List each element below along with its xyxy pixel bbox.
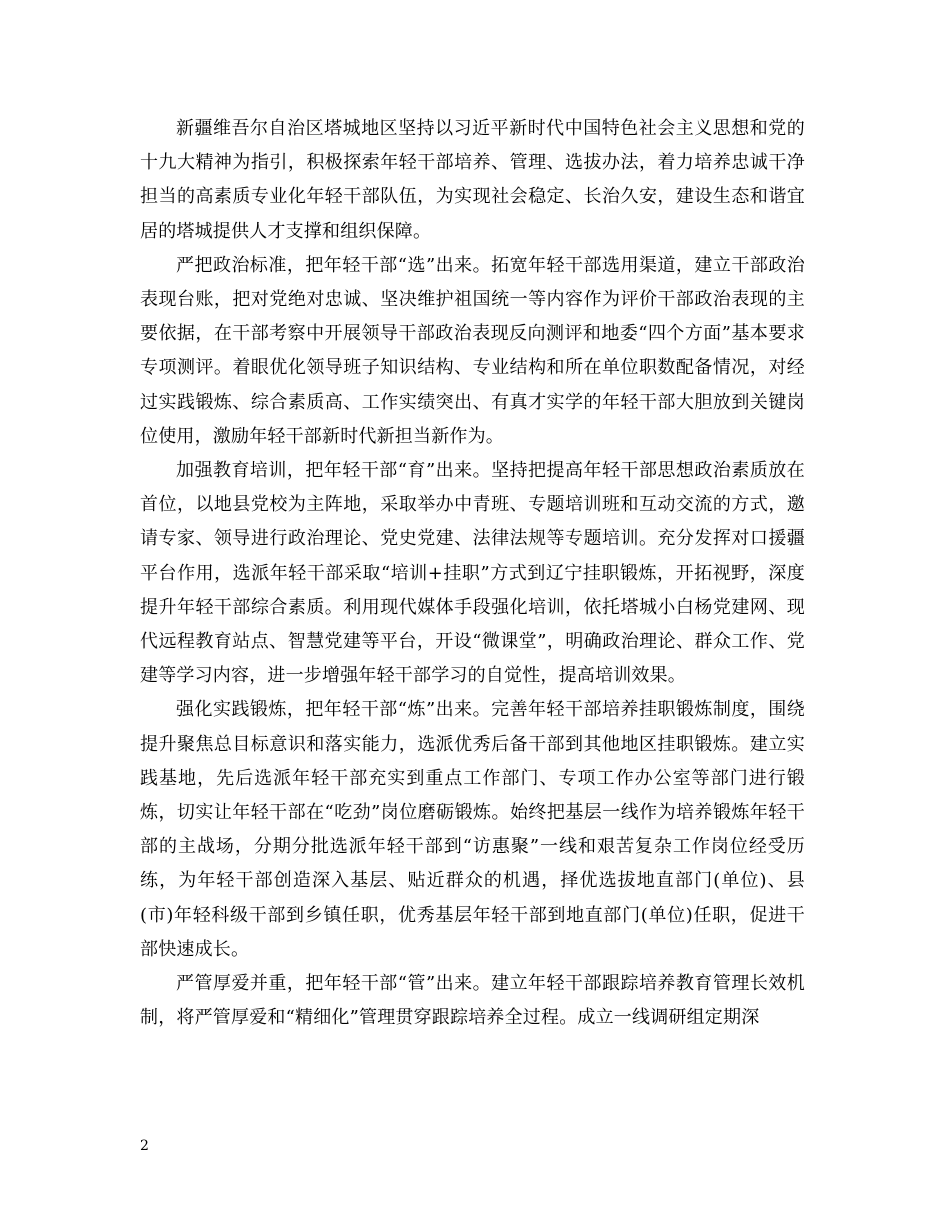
paragraph-train: 加强教育培训，把年轻干部“育”出来。坚持把提高年轻干部思想政治素质放在首位，以地县党校为主阵地，采取举办中青班、专题培训班和互动交流的方式，邀请专家、领导进行政治理论、党史党建、法律法规等专题培训。充分发挥对口援疆平台作用，选派年轻干部采取“培训+挂职”方式到辽宁挂职锻炼，开拓视野，深度提升年轻干部综合素质。利用现代媒体手段强化培训，依托塔城小白杨党建网、现代远程教育站点、智慧党建等平台，开设“微课堂”，明确政治理论、群众工作、党建等学习内容，进一步增强年轻干部学习的自觉性，提高培训效果。 — [140, 460, 805, 687]
paragraph-manage: 严管厚爱并重，把年轻干部“管”出来。建立年轻干部跟踪培养教育管理长效机制，将严管厚爱和“精细化”管理贯穿跟踪培养全过程。成立一线调研组定期深 — [140, 973, 805, 1029]
paragraph-select: 严把政治标准，把年轻干部“选”出来。拓宽年轻干部选用渠道，建立干部政治表现台账，把对党绝对忠诚、坚决维护祖国统一等内容作为评价干部政治表现的主要依据，在干部考察中开展领导干部政治表现反向测评和地委“四个方面”基本要求专项测评。着眼优化领导班子知识结构、专业结构和所在单位职数配备情况，对经过实践锻炼、综合素质高、工作实绩突出、有真才实学的年轻干部大胆放到关键岗位使用，激励年轻干部新时代新担当新作为。 — [140, 254, 805, 447]
page-number: 2 — [140, 1138, 149, 1154]
paragraph-practice: 强化实践锻炼，把年轻干部“炼”出来。完善年轻干部培养挂职锻炼制度，围绕提升聚焦总目标意识和落实能力，选派优秀后备干部到其他地区挂职锻炼。建立实践基地，先后选派年轻干部充实到重点工作部门、专项工作办公室等部门进行锻炼，切实让年轻干部在“吃劲”岗位磨砺锻炼。始终把基层一线作为培养锻炼年轻干部的主战场，分期分批选派年轻干部到“访惠聚”一线和艰苦复杂工作岗位经受历练，为年轻干部创造深入基层、贴近群众的机遇，择优选拔地直部门(单位)、县(市)年轻科级干部到乡镇任职，优秀基层年轻干部到地直部门(单位)任职，促进干部快速成长。 — [140, 699, 805, 960]
article-body — [140, 112, 805, 1035]
paragraph-intro: 新疆维吾尔自治区塔城地区坚持以习近平新时代中国特色社会主义思想和党的十九大精神为指引，积极探索年轻干部培养、管理、选拔办法，着力培养忠诚干净担当的高素质专业化年轻干部队伍，为实现社会稳定、长治久安，建设生态和谐宜居的塔城提供人才支撑和组织保障。 — [140, 118, 805, 242]
